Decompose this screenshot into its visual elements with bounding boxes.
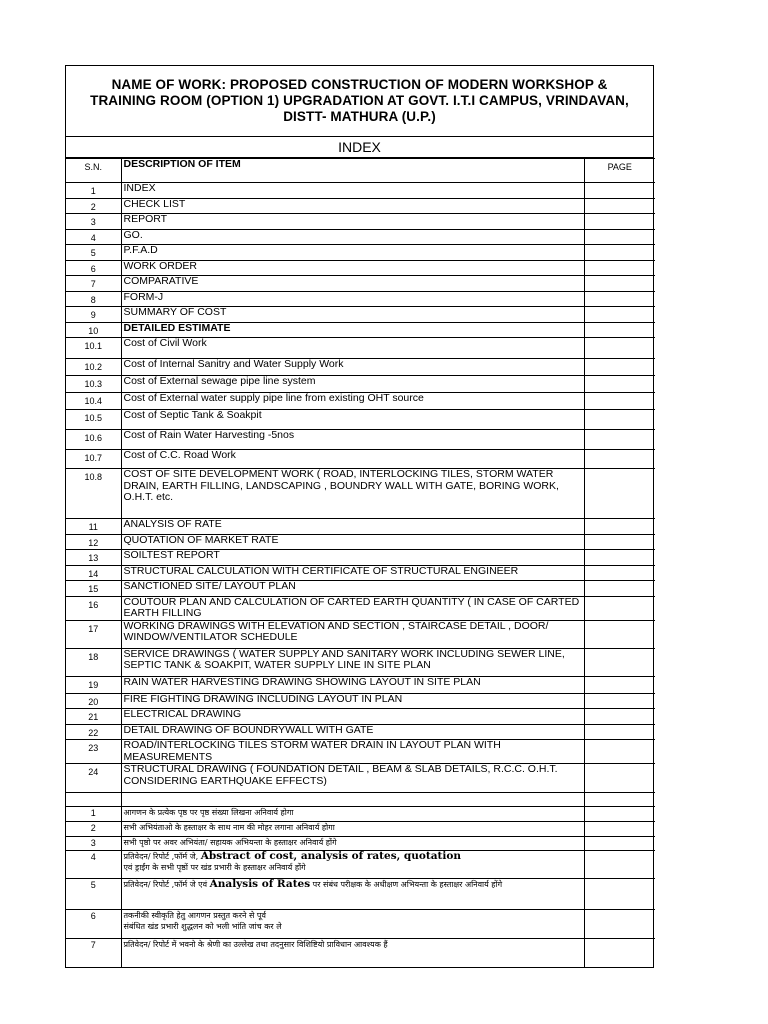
item-description: DETAILED ESTIMATE bbox=[121, 322, 584, 338]
table-row bbox=[66, 565, 655, 581]
table-row bbox=[66, 648, 655, 676]
note-text-emphasis: Analysis of Rates bbox=[209, 878, 311, 890]
item-sn: 24 bbox=[66, 764, 121, 793]
note-text-part: संबंधित खंड प्रभारी शुद्धलन को भली भांति जांच कर ले bbox=[123, 922, 282, 931]
table-row bbox=[66, 183, 655, 199]
item-sn: 10.3 bbox=[66, 376, 121, 393]
item-sn: 10.2 bbox=[66, 359, 121, 376]
item-description: Cost of Civil Work bbox=[121, 338, 584, 359]
table-row bbox=[66, 534, 655, 550]
item-page bbox=[584, 534, 655, 550]
item-sn: 13 bbox=[66, 550, 121, 566]
item-description: SERVICE DRAWINGS ( WATER SUPPLY AND SANITARY WORK INCLUDING SEWER LINE, SEPTIC TANK & SOAKPIT, WATER SUPPLY LINE IN SITE PLAN bbox=[121, 648, 584, 676]
item-sn: 8 bbox=[66, 291, 121, 307]
note-text-part: सभी अभियंताओ के हस्ताक्षर के साथ नाम की मोहर लगाना अनिवार्य होगा bbox=[123, 823, 335, 832]
item-page bbox=[584, 565, 655, 581]
item-page bbox=[584, 307, 655, 323]
note-line bbox=[124, 879, 582, 890]
item-description: Cost of External water supply pipe line from existing OHT source bbox=[121, 393, 584, 410]
item-description: COST OF SITE DEVELOPMENT WORK ( ROAD, INTERLOCKING TILES, STORM WATER DRAIN, EARTH FILLING, LANDSCAPING , BOUNDRY WALL WITH GATE, BORING WORK, O.H.T. etc. bbox=[121, 469, 584, 519]
item-sn: 10.6 bbox=[66, 430, 121, 450]
column-header-description: DESCRIPTION OF ITEM bbox=[121, 159, 584, 183]
note-page bbox=[584, 837, 655, 851]
table-row bbox=[66, 676, 655, 693]
note-page bbox=[584, 851, 655, 879]
note-text bbox=[121, 910, 584, 939]
item-page bbox=[584, 359, 655, 376]
table-row bbox=[66, 724, 655, 740]
note-sn: 7 bbox=[66, 939, 121, 967]
note-text-part: प्रतिवेदन/ रिपोर्ट में भवनो के श्रेणी का उल्लेख तथा तदनुसार विशिष्टियो प्राविधान आवश्यक हैं bbox=[123, 940, 388, 949]
item-sn: 20 bbox=[66, 693, 121, 709]
note-text bbox=[121, 822, 584, 837]
item-sn: 10.1 bbox=[66, 338, 121, 359]
table-row bbox=[66, 709, 655, 725]
item-description: STRUCTURAL CALCULATION WITH CERTIFICATE OF STRUCTURAL ENGINEER bbox=[121, 565, 584, 581]
item-sn: 5 bbox=[66, 245, 121, 261]
table-row bbox=[66, 450, 655, 469]
item-description: WORK ORDER bbox=[121, 260, 584, 276]
item-page bbox=[584, 410, 655, 430]
note-sn: 4 bbox=[66, 851, 121, 879]
empty-cell bbox=[584, 793, 655, 807]
index-heading: INDEX bbox=[338, 139, 381, 155]
note-sn: 1 bbox=[66, 807, 121, 822]
item-description: ELECTRICAL DRAWING bbox=[121, 709, 584, 725]
note-text bbox=[121, 939, 584, 967]
item-sn: 15 bbox=[66, 581, 121, 597]
item-page bbox=[584, 338, 655, 359]
table-row bbox=[66, 469, 655, 519]
item-sn: 10 bbox=[66, 322, 121, 338]
name-of-work-title: NAME OF WORK: PROPOSED CONSTRUCTION OF MODERN WORKSHOP & TRAINING ROOM (OPTION 1) UPGRADATION AT GOVT. I.T.I CAMPUS, VRINDAVAN, DISTT- MATHURA (U.P.) bbox=[90, 77, 629, 124]
item-sn: 3 bbox=[66, 214, 121, 230]
note-text-part: आगणन के प्रत्येक पृष्ठ पर पृष्ठ संख्या लिखना अनिवार्य होगा bbox=[123, 808, 294, 817]
item-page bbox=[584, 322, 655, 338]
item-page bbox=[584, 276, 655, 292]
item-page bbox=[584, 596, 655, 620]
table-row bbox=[66, 410, 655, 430]
item-description: CHECK LIST bbox=[121, 198, 584, 214]
note-row bbox=[66, 807, 655, 822]
item-description: ROAD/INTERLOCKING TILES STORM WATER DRAIN IN LAYOUT PLAN WITH MEASUREMENTS bbox=[121, 740, 584, 764]
note-sn: 6 bbox=[66, 910, 121, 939]
note-line bbox=[124, 910, 582, 921]
index-heading-row bbox=[66, 137, 653, 158]
item-description: Cost of Rain Water Harvesting -5nos bbox=[121, 430, 584, 450]
note-text bbox=[121, 807, 584, 822]
table-row bbox=[66, 376, 655, 393]
item-description: QUOTATION OF MARKET RATE bbox=[121, 534, 584, 550]
note-row bbox=[66, 837, 655, 851]
item-page bbox=[584, 260, 655, 276]
note-text-part: तकनीकी स्वीकृति हेतु आगणन प्रस्तुत करने से पूर्व bbox=[123, 911, 266, 920]
item-description: RAIN WATER HARVESTING DRAWING SHOWING LAYOUT IN SITE PLAN bbox=[121, 676, 584, 693]
note-row bbox=[66, 910, 655, 939]
note-text-part: प्रतिवेदन/ रिपोर्ट ,फॉर्म जे, bbox=[123, 852, 201, 861]
item-sn: 19 bbox=[66, 676, 121, 693]
note-text bbox=[121, 851, 584, 879]
item-page bbox=[584, 740, 655, 764]
table-row bbox=[66, 764, 655, 793]
item-sn: 14 bbox=[66, 565, 121, 581]
item-page bbox=[584, 469, 655, 519]
item-description: SOILTEST REPORT bbox=[121, 550, 584, 566]
item-sn: 9 bbox=[66, 307, 121, 323]
item-sn: 10.7 bbox=[66, 450, 121, 469]
table-row bbox=[66, 693, 655, 709]
index-table bbox=[66, 158, 655, 967]
table-row bbox=[66, 322, 655, 338]
table-row bbox=[66, 245, 655, 261]
item-page bbox=[584, 676, 655, 693]
item-description: Cost of Internal Sanitry and Water Supply Work bbox=[121, 359, 584, 376]
table-row bbox=[66, 596, 655, 620]
item-description: WORKING DRAWINGS WITH ELEVATION AND SECTION , STAIRCASE DETAIL , DOOR/ WINDOW/VENTILATOR SCHEDULE bbox=[121, 620, 584, 648]
note-page bbox=[584, 879, 655, 910]
item-sn: 2 bbox=[66, 198, 121, 214]
item-page bbox=[584, 581, 655, 597]
note-text-part: प्रतिवेदन/ रिपोर्ट ,फॉर्म जे एवं bbox=[123, 880, 210, 889]
note-line bbox=[124, 921, 582, 932]
note-text-part: सभी पृष्ठो पर अवर अभियंता/ सहायक अभियन्ता के हस्ताक्षर अनिवार्य होंगे bbox=[123, 838, 337, 847]
item-sn: 4 bbox=[66, 229, 121, 245]
item-page bbox=[584, 430, 655, 450]
note-sn: 2 bbox=[66, 822, 121, 837]
note-text-part: एवं ड्राईंग के सभी पृष्ठों पर खंड प्रभारी के हस्ताक्षर अनिवार्य होंगे bbox=[123, 863, 306, 872]
item-sn: 18 bbox=[66, 648, 121, 676]
table-row bbox=[66, 519, 655, 535]
item-description: INDEX bbox=[121, 183, 584, 199]
item-page bbox=[584, 245, 655, 261]
table-row bbox=[66, 260, 655, 276]
item-description: ANALYSIS OF RATE bbox=[121, 519, 584, 535]
note-line bbox=[124, 851, 582, 862]
note-page bbox=[584, 822, 655, 837]
item-sn: 10.4 bbox=[66, 393, 121, 410]
note-line bbox=[124, 939, 582, 950]
note-row bbox=[66, 939, 655, 967]
note-page bbox=[584, 910, 655, 939]
note-sn: 5 bbox=[66, 879, 121, 910]
item-sn: 10.8 bbox=[66, 469, 121, 519]
item-page bbox=[584, 393, 655, 410]
item-description: SUMMARY OF COST bbox=[121, 307, 584, 323]
item-sn: 23 bbox=[66, 740, 121, 764]
item-page bbox=[584, 214, 655, 230]
note-line bbox=[124, 837, 582, 848]
column-header-sn: S.N. bbox=[66, 159, 121, 183]
document-sheet bbox=[65, 65, 654, 968]
item-description: DETAIL DRAWING OF BOUNDRYWALL WITH GATE bbox=[121, 724, 584, 740]
table-row bbox=[66, 291, 655, 307]
column-header-page: PAGE bbox=[584, 159, 655, 183]
item-page bbox=[584, 183, 655, 199]
item-sn: 21 bbox=[66, 709, 121, 725]
table-row bbox=[66, 229, 655, 245]
note-line bbox=[124, 807, 582, 818]
item-sn: 16 bbox=[66, 596, 121, 620]
table-row bbox=[66, 338, 655, 359]
item-page bbox=[584, 693, 655, 709]
item-page bbox=[584, 519, 655, 535]
item-description: STRUCTURAL DRAWING ( FOUNDATION DETAIL , BEAM & SLAB DETAILS, R.C.C. O.H.T. CONSIDERING EARTHQUAKE EFFECTS) bbox=[121, 764, 584, 793]
table-row bbox=[66, 550, 655, 566]
separator-row bbox=[66, 793, 655, 807]
item-page bbox=[584, 764, 655, 793]
note-page bbox=[584, 939, 655, 967]
item-sn: 1 bbox=[66, 183, 121, 199]
note-text bbox=[121, 837, 584, 851]
item-description: Cost of Septic Tank & Soakpit bbox=[121, 410, 584, 430]
item-page bbox=[584, 450, 655, 469]
item-description: REPORT bbox=[121, 214, 584, 230]
empty-cell bbox=[66, 793, 121, 807]
item-description: Cost of External sewage pipe line system bbox=[121, 376, 584, 393]
item-sn: 6 bbox=[66, 260, 121, 276]
item-sn: 11 bbox=[66, 519, 121, 535]
item-sn: 7 bbox=[66, 276, 121, 292]
table-row bbox=[66, 620, 655, 648]
note-row bbox=[66, 822, 655, 837]
note-sn: 3 bbox=[66, 837, 121, 851]
table-row bbox=[66, 393, 655, 410]
table-row bbox=[66, 359, 655, 376]
item-description: GO. bbox=[121, 229, 584, 245]
item-description: COUTOUR PLAN AND CALCULATION OF CARTED EARTH QUANTITY ( IN CASE OF CARTED EARTH FILLING bbox=[121, 596, 584, 620]
note-row bbox=[66, 879, 655, 910]
table-row bbox=[66, 276, 655, 292]
item-sn: 10.5 bbox=[66, 410, 121, 430]
item-page bbox=[584, 229, 655, 245]
item-page bbox=[584, 550, 655, 566]
note-text-part: पर संबंध परीक्षक के अधीक्षण अभियन्ता के हस्ताक्षर अनिवार्य होंगे bbox=[310, 880, 503, 889]
item-sn: 12 bbox=[66, 534, 121, 550]
item-description: COMPARATIVE bbox=[121, 276, 584, 292]
table-row bbox=[66, 740, 655, 764]
note-page bbox=[584, 807, 655, 822]
table-row bbox=[66, 581, 655, 597]
item-page bbox=[584, 291, 655, 307]
note-row bbox=[66, 851, 655, 879]
item-description: FIRE FIGHTING DRAWING INCLUDING LAYOUT IN PLAN bbox=[121, 693, 584, 709]
table-row bbox=[66, 198, 655, 214]
item-description: SANCTIONED SITE/ LAYOUT PLAN bbox=[121, 581, 584, 597]
note-text bbox=[121, 879, 584, 910]
item-page bbox=[584, 724, 655, 740]
table-row bbox=[66, 430, 655, 450]
note-text-emphasis: Abstract of cost, analysis of rates, quotation bbox=[200, 850, 462, 862]
item-sn: 22 bbox=[66, 724, 121, 740]
item-page bbox=[584, 620, 655, 648]
item-description: FORM-J bbox=[121, 291, 584, 307]
item-page bbox=[584, 198, 655, 214]
table-header-row bbox=[66, 159, 655, 183]
item-page bbox=[584, 376, 655, 393]
item-sn: 17 bbox=[66, 620, 121, 648]
item-description: P.F.A.D bbox=[121, 245, 584, 261]
note-line bbox=[124, 822, 582, 833]
empty-cell bbox=[121, 793, 584, 807]
item-page bbox=[584, 648, 655, 676]
table-row bbox=[66, 307, 655, 323]
title-box bbox=[66, 66, 653, 137]
item-page bbox=[584, 709, 655, 725]
note-line bbox=[124, 862, 582, 873]
item-description: Cost of C.C. Road Work bbox=[121, 450, 584, 469]
table-row bbox=[66, 214, 655, 230]
